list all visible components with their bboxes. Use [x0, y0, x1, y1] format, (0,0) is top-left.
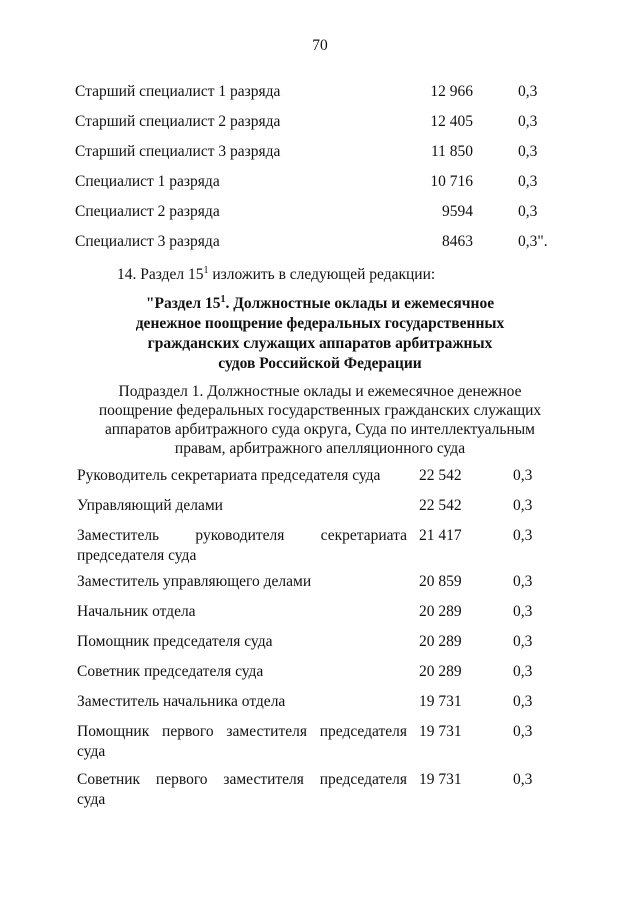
- salary-value: 21 417: [419, 527, 462, 544]
- salary-value: 19 731: [419, 693, 462, 710]
- salary-value: 8463: [442, 233, 473, 250]
- position-name: Помощник первого заместителя председателя суда: [77, 723, 407, 760]
- position-name: Заместитель управляющего делами: [77, 573, 312, 590]
- page-number: 70: [312, 37, 328, 54]
- coefficient-value: 0,3: [513, 663, 533, 680]
- coefficient-value: 0,3: [513, 573, 533, 590]
- coefficient-value: 0,3: [513, 527, 533, 544]
- salary-value: 20 289: [419, 603, 462, 620]
- position-name: Старший специалист 1 разряда: [75, 83, 281, 100]
- position-name: Управляющий делами: [77, 497, 223, 514]
- coefficient-value: 0,3: [513, 603, 533, 620]
- salary-value: 20 859: [419, 573, 462, 590]
- position-name: Советник первого заместителя председателя суда: [77, 771, 407, 808]
- salary-value: 10 716: [430, 173, 473, 190]
- salary-value: 22 542: [419, 497, 462, 514]
- coefficient-value: 0,3".: [518, 233, 548, 250]
- position-name: Специалист 2 разряда: [75, 203, 220, 220]
- subsection-heading: Подраздел 1. Должностные оклады и ежемесячное денежное поощрение федеральных государственных гражданских служащих аппаратов арбитражного суда округа, Суда по интеллектуальным правам, арбитражного апелляционного суда: [98, 383, 542, 457]
- section-title: "Раздел $15^1$. Должностные оклады и ежемесячное денежное поощрение федеральных государственных гражданских служащих аппаратов арбитражных судов Российской Федерации: [135, 293, 505, 372]
- coefficient-value: 0,3: [513, 771, 533, 788]
- coefficient-value: 0,3: [513, 497, 533, 514]
- position-name: Старший специалист 2 разряда: [75, 113, 281, 130]
- position-name: Советник председателя суда: [77, 663, 264, 680]
- coefficient-value: 0,3: [513, 467, 533, 484]
- position-name: Специалист 3 разряда: [75, 233, 220, 250]
- coefficient-value: 0,3: [518, 113, 538, 130]
- position-name: Заместитель руководителя секретариата председателя суда: [77, 527, 407, 564]
- coefficient-value: 0,3: [518, 143, 538, 160]
- salary-value: 11 850: [430, 143, 473, 160]
- salary-value: 20 289: [419, 633, 462, 650]
- coefficient-value: 0,3: [513, 633, 533, 650]
- position-name: Специалист 1 разряда: [75, 173, 220, 190]
- position-name: Старший специалист 3 разряда: [75, 143, 281, 160]
- coefficient-value: 0,3: [518, 203, 538, 220]
- position-name: Заместитель начальника отдела: [77, 693, 286, 710]
- position-name: Руководитель секретариата председателя суда: [77, 467, 381, 484]
- coefficient-value: 0,3: [513, 693, 533, 710]
- position-name: Начальник отдела: [77, 603, 196, 620]
- salary-value: 19 731: [419, 723, 462, 740]
- salary-value: 9594: [442, 203, 473, 220]
- salary-value: 22 542: [419, 467, 462, 484]
- coefficient-value: 0,3: [513, 723, 533, 740]
- salary-value: 12 966: [430, 83, 473, 100]
- salary-value: 12 405: [430, 113, 473, 130]
- salary-value: 19 731: [419, 771, 462, 788]
- amendment-instruction: 14. Раздел $15^1$ изложить в следующей редакции:: [117, 264, 436, 283]
- position-name: Помощник председателя суда: [77, 633, 273, 650]
- coefficient-value: 0,3: [518, 83, 538, 100]
- coefficient-value: 0,3: [518, 173, 538, 190]
- salary-value: 20 289: [419, 663, 462, 680]
